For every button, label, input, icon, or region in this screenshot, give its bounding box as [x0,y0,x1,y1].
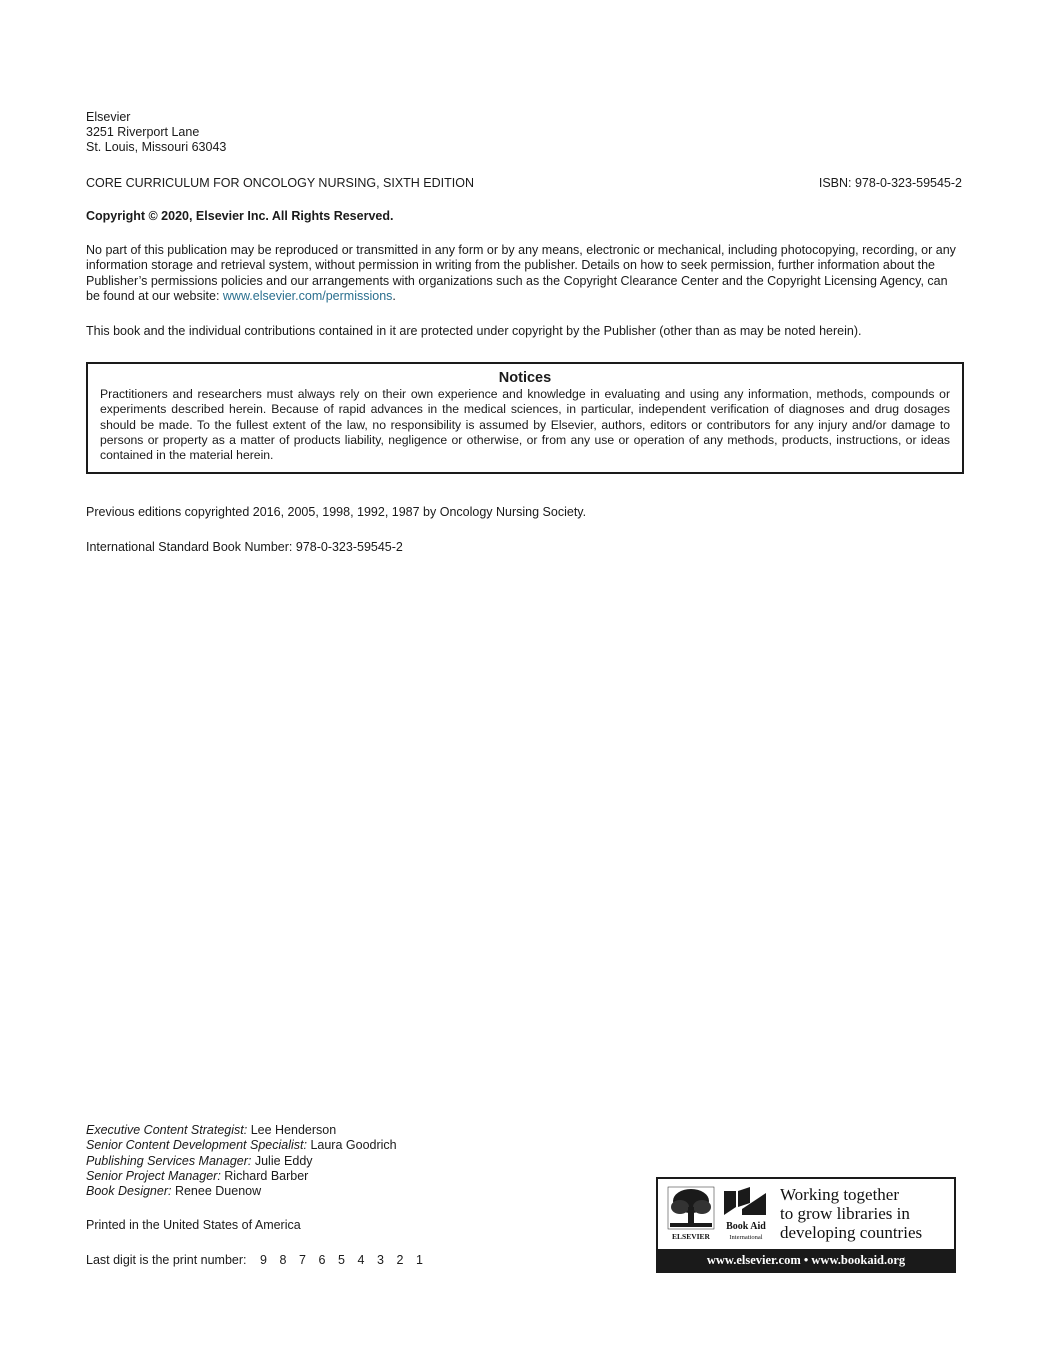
rights-paragraph [86,243,962,304]
permissions-link[interactable]: www.elsevier.com/permissions [222,288,393,303]
printed-in: Printed in the United States of America [86,1218,301,1232]
rights-text: No part of this publication may be reproduced or transmitted in any form or by any means, electronic or mechanical, including photocopying, recording, or any information storage and retrieval system, without permission in writing from the publisher. Details on how to seek permission, further information about the Publisher’s permissions policies and our arrangements with organizations such as the Copyright Clearance Center and the Copyright Licensing Agency, can be found at our website: [86,243,956,303]
credit-line [86,1123,397,1138]
credit-role: Publishing Services Manager: [86,1153,252,1168]
credits-list [86,1123,397,1199]
previous-editions: Previous editions copyrighted 2016, 2005, 1998, 1992, 1987 by Oncology Nursing Society. [86,505,587,519]
publisher-street: 3251 Riverport Lane [86,125,200,139]
credit-name: Lee Henderson [250,1123,337,1137]
bookaid-advertisement [656,1177,956,1273]
print-digit: 6 [318,1253,326,1267]
bookaid-footer-urls[interactable]: www.elsevier.com • www.bookaid.org [658,1249,954,1271]
print-digit: 2 [396,1253,404,1267]
slogan-line-2: to grow libraries in [780,1204,910,1223]
credit-line [86,1138,397,1153]
elsevier-logo-text: ELSEVIER [672,1232,710,1241]
print-digit: 1 [415,1253,423,1267]
bookaid-logo-subtext: International [729,1234,763,1241]
copyright-line: Copyright © 2020, Elsevier Inc. All Rights Reserved. [86,209,394,223]
print-number-line [86,1253,435,1268]
slogan-line-3: developing countries [780,1223,923,1242]
protection-paragraph: This book and the individual contributions contained in it are protected under copyright by the Publisher (other than as may be noted herein). [86,324,862,338]
elsevier-bookaid-logo [666,1185,774,1243]
credit-role: Senior Project Manager: [86,1168,221,1183]
credit-name: Laura Goodrich [310,1138,397,1153]
notices-box [86,362,964,474]
credit-line [86,1154,397,1169]
credit-role: Book Designer: [86,1184,172,1199]
book-title: CORE CURRICULUM FOR ONCOLOGY NURSING, SIXTH EDITION [86,176,474,190]
print-digit: 3 [376,1253,384,1267]
print-digit: 4 [357,1253,365,1267]
bookaid-logo-text: Book Aid [726,1221,766,1232]
print-digit: 8 [279,1253,287,1267]
print-number-label: Last digit is the print number: [86,1253,247,1267]
print-digit: 5 [337,1253,345,1267]
credit-role: Senior Content Development Specialist: [86,1138,307,1153]
credit-line [86,1184,397,1199]
print-number-digits [260,1253,436,1268]
notices-body: Practitioners and researchers must always rely on their own experience and knowledge in evaluating and using any information, methods, compounds or experiments described herein. Because of rapid advances in the medical sciences, in particular, independent verification of diagnoses and drug dosages should be made. To the fullest extent of the law, no responsibility is assumed by Elsevier, authors, editors or contributors for any injury and/or damage to persons or property as a matter of products liability, negligence or otherwise, or from any use or operation of any methods, products, instructions, or ideas contained in the material herein. [100,387,950,463]
credit-name: Renee Duenow [174,1184,262,1199]
notices-title: Notices [498,370,552,386]
isbn-full: International Standard Book Number: 978-0-323-59545-2 [86,540,403,554]
isbn-line: ISBN: 978-0-323-59545-2 [818,176,962,190]
publisher-name: Elsevier [86,110,131,124]
credit-name: Julie Eddy [254,1153,313,1168]
credit-line [86,1169,397,1184]
bookaid-slogan [780,1185,950,1242]
credit-role: Executive Content Strategist: [86,1123,248,1137]
rights-end: . [392,288,396,303]
print-digit: 9 [259,1253,267,1267]
publisher-city: St. Louis, Missouri 63043 [86,140,227,154]
slogan-line-1: Working together [780,1185,900,1204]
credit-name: Richard Barber [224,1168,309,1183]
print-digit: 7 [298,1253,306,1267]
